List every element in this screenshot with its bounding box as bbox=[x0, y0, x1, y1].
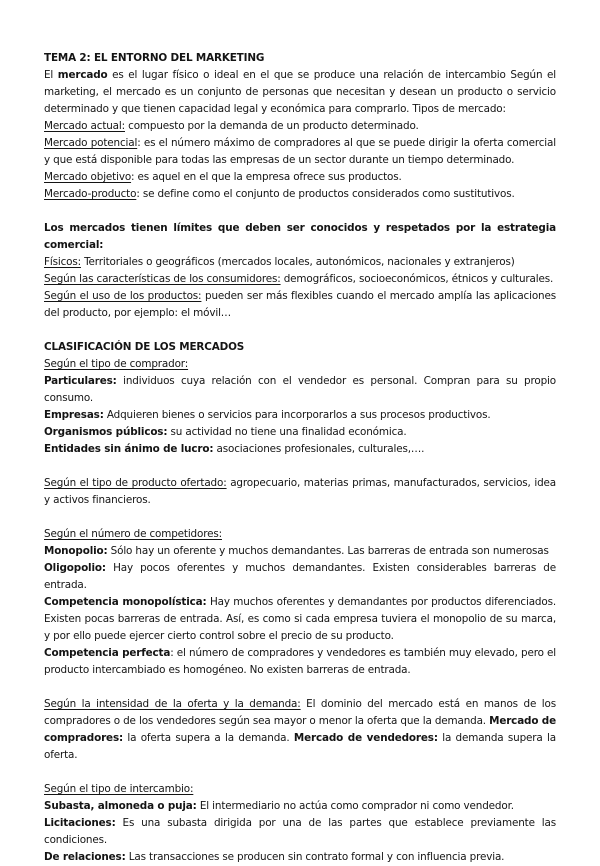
competitor-item: Competencia perfecta: el número de compradores y vendedores es también muy elevado, pero el producto intercambiado es homogéneo. No existen barreras de entrada. bbox=[44, 647, 557, 676]
buyer-type-heading: Según el tipo de comprador: bbox=[44, 358, 189, 370]
limit-item: Según el uso de los productos: pueden ser más flexibles cuando el mercado amplía las aplicaciones del producto, por ejemplo: el móvil… bbox=[44, 290, 556, 319]
limits-heading: Los mercados tienen límites que deben ser conocidos y respetados por la estrategia comercial: bbox=[44, 222, 556, 251]
exchange-heading: Según el tipo de intercambio: bbox=[44, 783, 194, 795]
product-type-paragraph: Según el tipo de producto ofertado: agropecuario, materias primas, manufacturados, servicios, idea y activos financieros. bbox=[44, 477, 556, 506]
spacer bbox=[44, 458, 556, 475]
buyer-type-item: Organismos públicos: su actividad no tiene una finalidad económica. bbox=[44, 426, 407, 438]
spacer bbox=[44, 764, 556, 781]
limit-item: Físicos: Territoriales o geográficos (mercados locales, autonómicos, nacionales y extranjeros) bbox=[44, 256, 515, 268]
buyer-type-item: Particulares: individuos cuya relación con el vendedor es personal. Compran para su propio consumo. bbox=[44, 375, 556, 404]
spacer bbox=[44, 203, 556, 220]
intro-paragraph: El mercado es el lugar físico o ideal en el que se produce una relación de intercambio Según el marketing, el mercado es un conjunto de personas que necesitan y desean un producto o servicio determinado y que tienen capacidad legal y económica para comprarlo. Tipos de mercado: bbox=[44, 69, 556, 115]
market-type-item: Mercado potencial: es el número máximo de compradores al que se puede dirigir la oferta comercial y que está disponible para todas las empresas de un sector durante un tiempo determinado. bbox=[44, 137, 556, 166]
exchange-item: Subasta, almoneda o puja: El intermediario no actúa como comprador ni como vendedor. bbox=[44, 800, 514, 812]
classification-heading: CLASIFICACIÓN DE LOS MERCADOS bbox=[44, 341, 245, 353]
market-type-item: Mercado-producto: se define como el conjunto de productos considerados como sustitutivos. bbox=[44, 188, 515, 200]
market-type-item: Mercado actual: compuesto por la demanda de un producto determinado. bbox=[44, 120, 419, 132]
spacer bbox=[44, 322, 556, 339]
document-title: TEMA 2: EL ENTORNO DEL MARKETING bbox=[44, 52, 265, 64]
document-page bbox=[44, 50, 556, 866]
exchange-item: Licitaciones: Es una subasta dirigida por una de las partes que establece previamente las condiciones. bbox=[44, 817, 556, 846]
competitor-item: Oligopolio: Hay pocos oferentes y muchos demandantes. Existen considerables barreras de entrada. bbox=[44, 562, 556, 591]
buyer-type-item: Empresas: Adquieren bienes o servicios para incorporarlos a sus procesos productivos. bbox=[44, 409, 491, 421]
market-type-item: Mercado objetivo: es aquel en el que la empresa ofrece sus productos. bbox=[44, 171, 402, 183]
competitor-item: Monopolio: Sólo hay un oferente y muchos demandantes. Las barreras de entrada son numerosas bbox=[44, 545, 549, 557]
competitor-item: Competencia monopolística: Hay muchos oferentes y demandantes por productos diferenciados. Existen pocas barreras de entrada. Así, es como si cada empresa tuviera el monopolio de su marca, y por ello puede ejercer cierto control sobre el precio de su producto. bbox=[44, 596, 557, 642]
spacer bbox=[44, 679, 556, 696]
competitors-heading: Según el número de competidores: bbox=[44, 528, 222, 540]
intensity-paragraph: Según la intensidad de la oferta y la demanda: El dominio del mercado está en manos de los compradores o de los vendedores según sea mayor o menor la oferta que la demanda. Mercado de compradores: la oferta supera a la demanda. Mercado de vendedores: la demanda supera la oferta. bbox=[44, 698, 556, 761]
exchange-item: De relaciones: Las transacciones se producen sin contrato formal y con influencia previa. bbox=[44, 851, 505, 863]
buyer-type-item: Entidades sin ánimo de lucro: asociaciones profesionales, culturales,…. bbox=[44, 443, 425, 455]
limit-item: Según las características de los consumidores: demográficos, socioeconómicos, étnicos y culturales. bbox=[44, 273, 554, 285]
spacer bbox=[44, 509, 556, 526]
